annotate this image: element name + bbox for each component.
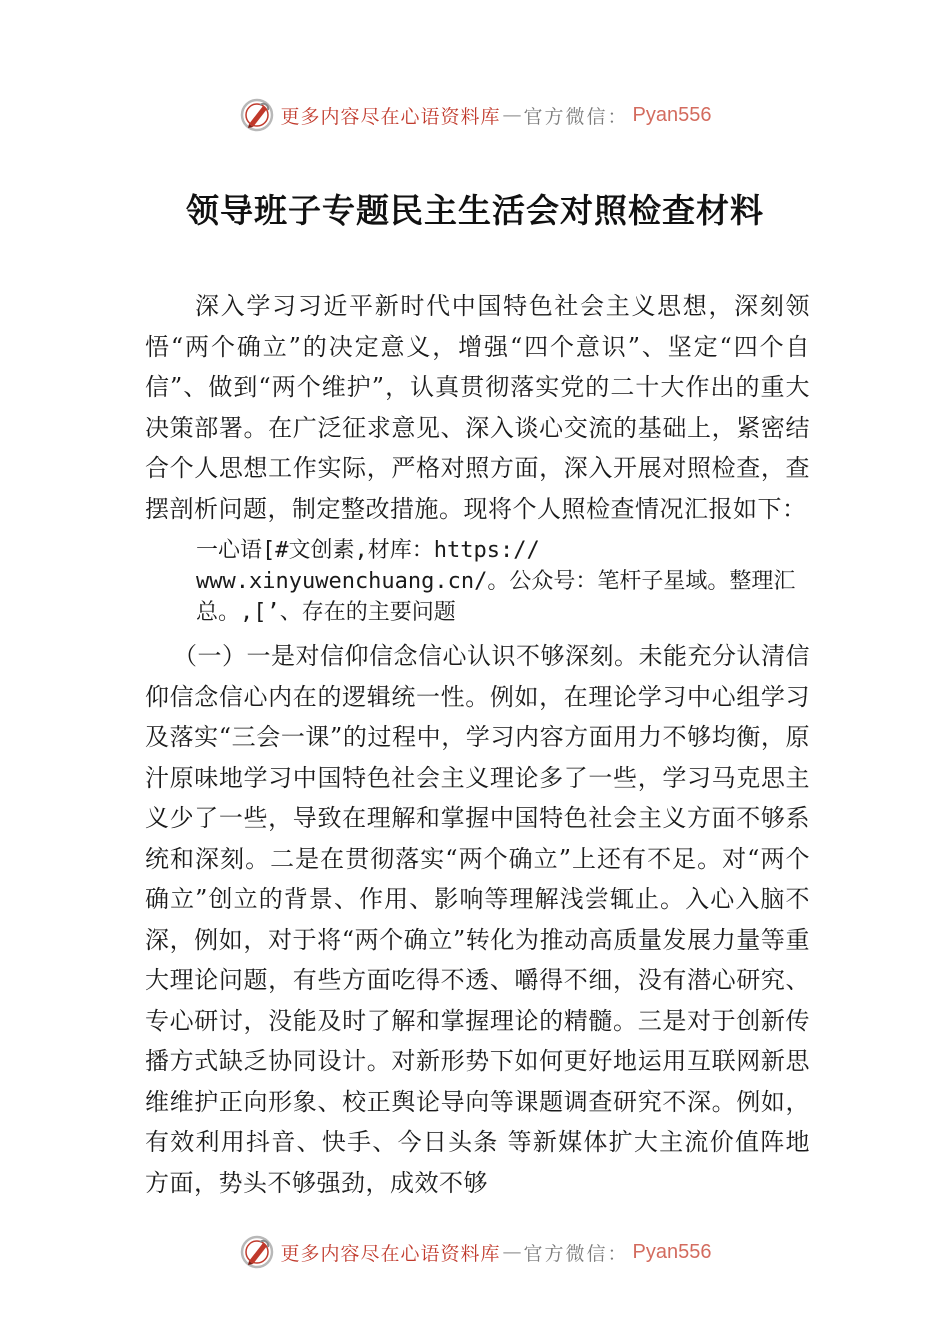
banner-dash: —: [502, 1241, 522, 1263]
intro-paragraph: 深入学习习近平新时代中国特色社会主义思想，深刻领悟“两个确立”的决定意义，增强“四个意识”、坚定“四个自信”、做到“两个维护”，认真贯彻落实党的二十大作出的重大决策部署。在广泛征求意见、深入谈心交流的基础上，紧密结合个人思想工作实际，严格对照方面，深入开展对照检查，查摆剖析问题，制定整改措施。现将个人照检查情况汇报如下：: [145, 292, 810, 523]
banner-text: 更多内容尽在心语资料库: [280, 105, 501, 128]
banner-wechat-label: 官方微信：: [523, 105, 629, 128]
source-line-1: 一心语[#文创素,材库：https://: [196, 538, 540, 563]
footer-banner: [0, 1232, 950, 1272]
section-paragraph: （一）一是对信仰信念信心认识不够深刻。未能充分认清信仰信念信心内在的逻辑统一性。例如，在理论学习中心组学习及落实“三会一课”的过程中，学习内容方面用力不够均衡，原汁原味地学习中国特色社会主义理论多了一些，学习马克思主义少了一些，导致在理解和掌握中国特色社会主义方面不够系统和深刻。二是在贯彻落实“两个确立”上还有不足。对“两个确立”创立的背景、作用、影响等理解浅尝辄止。入心入脑不深，例如，对于将“两个确立”转化为推动高质量发展力量等重大理论问题，有些方面吃得不透、嚼得不细，没有潜心研究、专心研讨，没能及时了解和掌握理论的精髓。三是对于创新传播方式缺乏协同设计。对新形势下如何更好地运用互联网新思维维护正向形象、校正舆论导向等课题调查研究不深。例如，有效利用抖音、快手、今日头条 等新媒体扩大主流价值阵地方面，势头不够强劲，成效不够: [145, 642, 810, 1197]
banner-text: 更多内容尽在心语资料库: [280, 1242, 501, 1265]
banner-wechat-id: Pyan556: [632, 103, 712, 126]
source-line-3: 总。,[’、存在的主要问题: [196, 600, 456, 625]
pen-logo-icon: [239, 1234, 275, 1270]
banner-wechat-label: 官方微信：: [523, 1242, 629, 1265]
header-banner: [0, 95, 950, 135]
document-title: 领导班子专题民主生活会对照检查材料: [186, 191, 764, 230]
pen-logo-icon: [239, 97, 275, 133]
source-note: [196, 535, 846, 628]
banner-wechat-id: Pyan556: [632, 1240, 712, 1263]
banner-dash: —: [502, 104, 522, 126]
source-line-2: www.xinyuwenchuang.cn/。公众号：笔杆子星域。整理汇: [196, 569, 796, 594]
